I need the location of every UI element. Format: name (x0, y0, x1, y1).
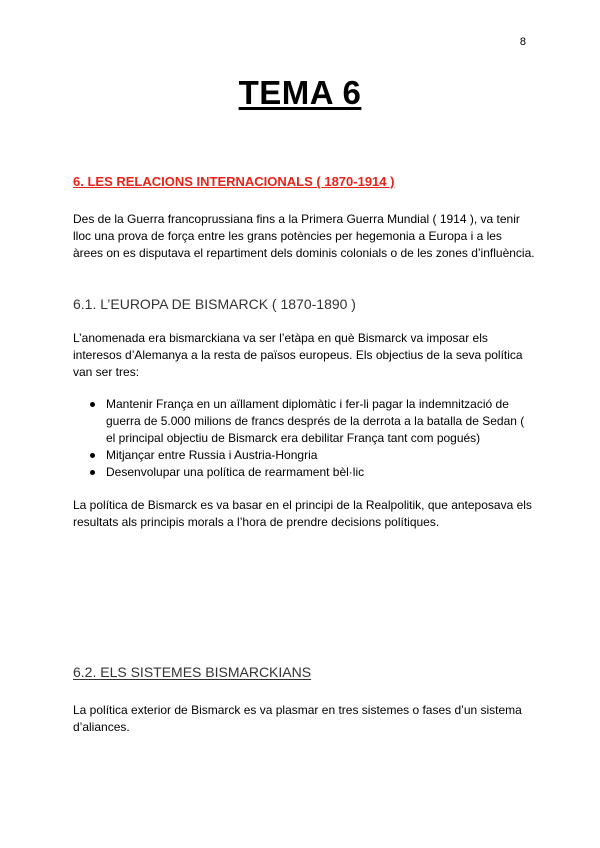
realpolitik-paragraph: La política de Bismarck es va basar en el principi de la Realpolitik, que anteposava els resultats als principis morals a l’hora de prendre decisions polítiques. (73, 498, 532, 529)
list-item (73, 447, 535, 464)
alliances-paragraph: La política exterior de Bismarck es va plasmar en tres sistemes o fases d’un sistema d’aliances. (73, 703, 522, 734)
page-number: 8 (519, 36, 526, 48)
list-item (73, 396, 535, 447)
list-item-text: Mitjançar entre Russia i Austria-Hongria (106, 448, 318, 462)
list-item-text: Desenvolupar una política de rearmament bèl·lic (106, 465, 365, 479)
section-heading: 6. LES RELACIONS INTERNACIONALS ( 1870-1914 ) (73, 174, 395, 189)
subsection-heading-6-1: 6.1. L’EUROPA DE BISMARCK ( 1870-1890 ) (73, 296, 356, 312)
bullet-dot-icon (90, 470, 95, 475)
bismarck-era-paragraph: L’anomenada era bismarckiana va ser l’etàpa en què Bismarck va imposar els interesos d’Alemanya a la resta de països europeus. Els objectius de la seva política van ser tres: (73, 331, 523, 379)
list-item-text: Mantenir França en un aïllament diplomàtic i fer-li pagar la indemnització de guerra de 5.000 milions de francs després de la derrota a la batalla de Sedan ( el principal objectiu de Bismarck era debilitar França tant com pogués) (106, 397, 525, 445)
objectives-list (73, 396, 535, 481)
page-title: TEMA 6 (238, 74, 362, 111)
list-item (73, 464, 535, 481)
bullet-dot-icon (90, 453, 95, 458)
subsection-heading-6-2: 6.2. ELS SISTEMES BISMARCKIANS (73, 664, 312, 680)
intro-paragraph: Des de la Guerra francoprussiana fins a la Primera Guerra Mundial ( 1914 ), va tenir lloc una prova de força entre les grans potències per hegemonia a Europa i a les àrees on es disputava el repartiment dels dominis colonials o de les zones d’influència. (73, 212, 535, 260)
bullet-dot-icon (90, 402, 95, 407)
